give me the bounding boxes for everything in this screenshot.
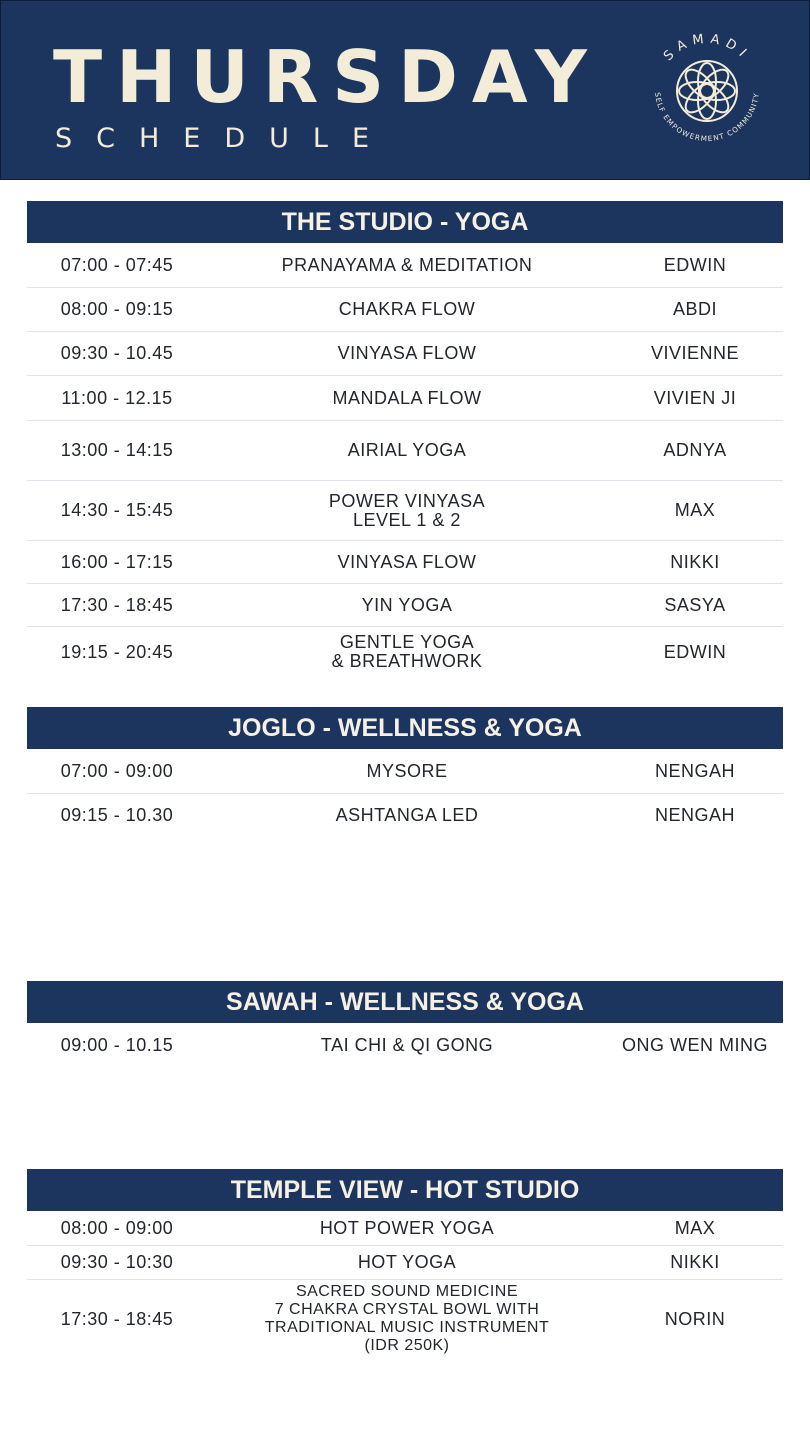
teacher-cell: NENGAH <box>654 761 735 782</box>
schedule-row <box>27 332 783 376</box>
time-cell: 11:00 - 12.15 <box>61 387 173 408</box>
schedule-row <box>27 794 783 837</box>
section-header-joglo: JOGLO - WELLNESS & YOGA <box>27 707 783 749</box>
class-cell: HOT POWER YOGA <box>319 1218 495 1239</box>
class-cell: YIN YOGA <box>361 594 453 615</box>
schedule-row <box>27 288 783 332</box>
logo-tagline: SELF EMPOWERMENT COMMUNITY <box>653 91 761 144</box>
schedule-row <box>27 481 783 541</box>
teacher-cell: ABDI <box>672 299 717 320</box>
class-cell: MANDALA FLOW <box>332 387 482 408</box>
time-cell: 17:30 - 18:45 <box>60 594 174 615</box>
time-cell: 13:00 - 14:15 <box>60 440 174 461</box>
time-cell: 07:00 - 09:00 <box>60 761 174 782</box>
time-cell: 07:00 - 07:45 <box>60 255 174 276</box>
teacher-cell: SASYA <box>664 594 726 615</box>
time-cell: 09:30 - 10.45 <box>60 343 174 364</box>
schedule-row <box>27 1212 783 1246</box>
header-banner <box>0 0 810 180</box>
time-cell: 08:00 - 09:00 <box>60 1218 174 1239</box>
teacher-cell: NORIN <box>664 1308 726 1329</box>
schedule-row <box>27 1246 783 1280</box>
teacher-cell: MAX <box>674 500 716 521</box>
class-cell: TAI CHI & QI GONG <box>320 1035 494 1056</box>
schedule-row <box>27 376 783 421</box>
time-cell: 17:30 - 18:45 <box>60 1308 174 1329</box>
time-cell: 14:30 - 15:45 <box>60 500 174 521</box>
class-cell: VINYASA FLOW <box>337 551 477 572</box>
section-header-sawah: SAWAH - WELLNESS & YOGA <box>27 981 783 1023</box>
time-cell: 09:30 - 10:30 <box>60 1252 174 1273</box>
teacher-cell: ONG WEN MING <box>622 1035 768 1056</box>
logo-name: SAMADI <box>661 31 754 65</box>
time-cell: 09:00 - 10.15 <box>60 1035 174 1056</box>
page-subtitle: SCHEDULE <box>55 123 394 154</box>
schedule-row <box>27 584 783 627</box>
time-cell: 16:00 - 17:15 <box>60 551 174 572</box>
teacher-cell: MAX <box>674 1218 716 1239</box>
lotus-mandala-icon <box>677 61 737 121</box>
schedule-row <box>27 1024 783 1067</box>
teacher-cell: ADNYA <box>663 440 727 461</box>
teacher-cell: NIKKI <box>670 1252 720 1273</box>
section-header-temple-view: TEMPLE VIEW - HOT STUDIO <box>27 1169 783 1211</box>
class-cell: PRANAYAMA & MEDITATION <box>281 255 533 276</box>
teacher-cell: NENGAH <box>654 805 735 826</box>
schedule-row <box>27 627 783 677</box>
teacher-cell: EDWIN <box>663 255 727 276</box>
teacher-cell: NIKKI <box>670 551 720 572</box>
page-title: THURSDAY <box>53 35 601 119</box>
class-cell: AIRIAL YOGA <box>347 440 467 461</box>
class-cell: HOT YOGA <box>357 1252 457 1273</box>
teacher-cell: VIVIEN JI <box>653 387 737 408</box>
schedule-row <box>27 541 783 584</box>
class-cell: POWER VINYASA LEVEL 1 & 2 <box>328 490 486 530</box>
schedule-row <box>27 244 783 288</box>
class-cell: VINYASA FLOW <box>337 343 477 364</box>
schedule-row <box>27 750 783 794</box>
samadi-logo <box>643 27 771 155</box>
class-cell: GENTLE YOGA & BREATHWORK <box>331 632 483 671</box>
section-header-the-studio: THE STUDIO - YOGA <box>27 201 783 243</box>
time-cell: 19:15 - 20:45 <box>60 641 174 662</box>
class-cell: SACRED SOUND MEDICINE 7 CHAKRA CRYSTAL BOWL WITH TRADITIONAL MUSIC INSTRUMENT (IDR 250K) <box>264 1283 550 1354</box>
time-cell: 09:15 - 10.30 <box>60 805 174 826</box>
class-cell: ASHTANGA LED <box>335 805 479 826</box>
teacher-cell: VIVIENNE <box>650 343 740 364</box>
schedule-row <box>27 1280 783 1358</box>
time-cell: 08:00 - 09:15 <box>60 299 174 320</box>
teacher-cell: EDWIN <box>663 641 727 662</box>
class-cell: CHAKRA FLOW <box>338 299 476 320</box>
schedule-row <box>27 421 783 481</box>
class-cell: MYSORE <box>366 761 448 782</box>
